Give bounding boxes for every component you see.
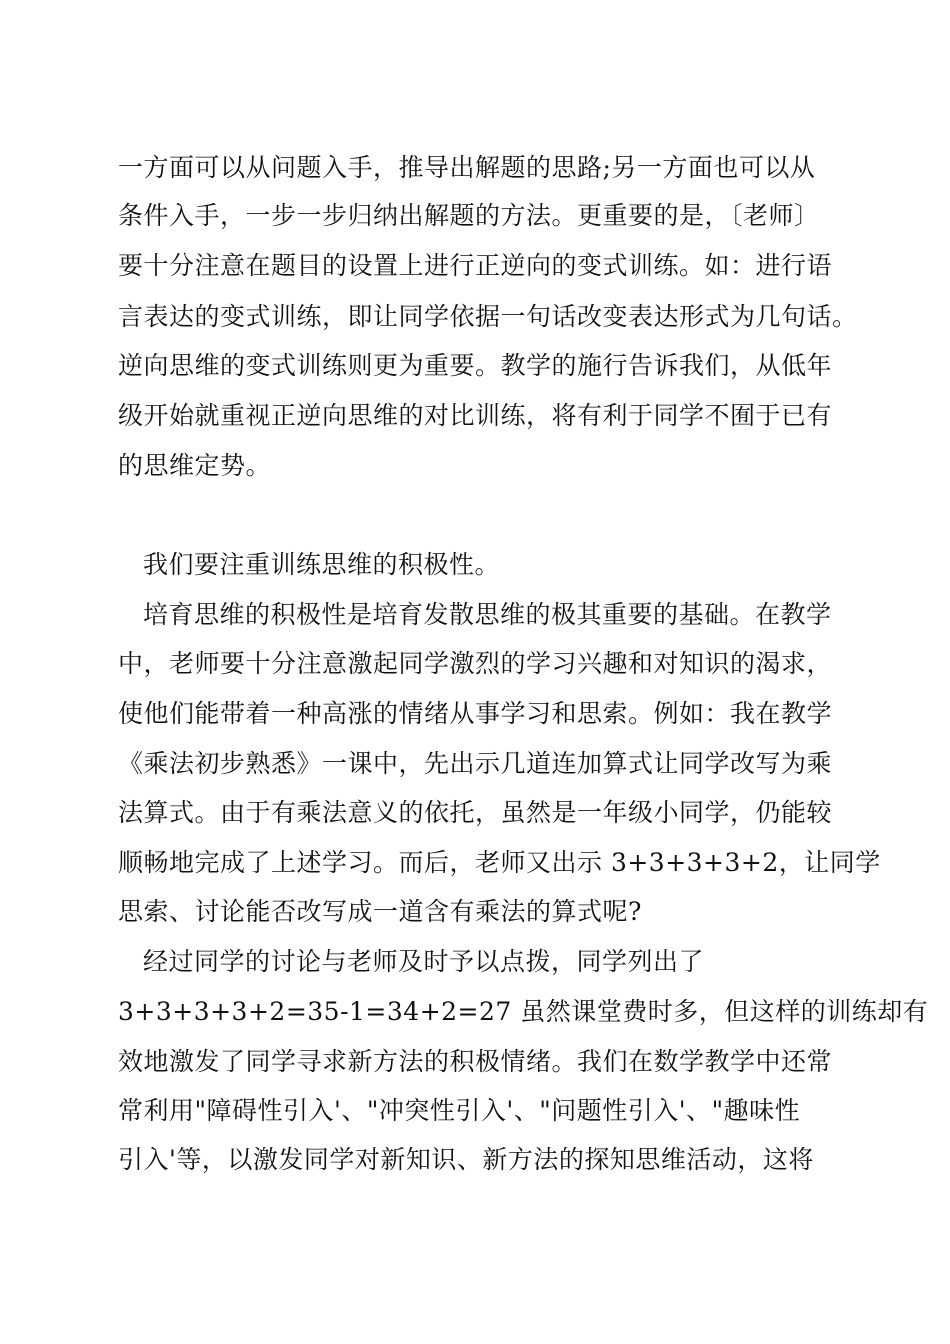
paragraph-line: 顺畅地完成了上述学习。而后，老师又出示 3+3+3+3+2，让同学 (118, 848, 881, 877)
paragraph-line: 中，老师要十分注意激起同学激烈的学习兴趣和对知识的渴求， (118, 649, 833, 678)
paragraph-line: 条件入手，一步一步归纳出解题的方法。更重要的是，〔老师〕 (118, 201, 820, 230)
paragraph-line: 常利用"障碍性引入'、"冲突性引入'、"问题性引入'、"趣味性 (118, 1096, 801, 1125)
paragraph-line: 言表达的变式训练，即让同学依据一句话改变表达形式为几句话。 (118, 302, 858, 331)
paragraph-line: 经过同学的讨论与老师及时予以点拨，同学列出了 (143, 947, 705, 976)
section-heading: 我们要注重训练思维的积极性。 (143, 550, 501, 579)
paragraph-line: 效地激发了同学寻求新方法的积极情绪。我们在数学教学中还常 (118, 1047, 833, 1076)
paragraph-line: 《乘法初步熟悉》一课中，先出示几道连加算式让同学改写为乘 (118, 749, 833, 778)
paragraph-line: 思索、讨论能否改写成一道含有乘法的算式呢? (118, 897, 642, 926)
paragraph-line: 的思维定势。 (118, 451, 272, 480)
paragraph-line: 级开始就重视正逆向思维的对比训练，将有利于同学不囿于已有 (118, 401, 833, 430)
paragraph-line: 3+3+3+3+2=35-1=34+2=27 虽然课堂费时多，但这样的训练却有 (118, 997, 929, 1026)
paragraph-line: 逆向思维的变式训练则更为重要。教学的施行告诉我们，从低年 (118, 351, 833, 380)
paragraph-line: 培育思维的积极性是培育发散思维的极其重要的基础。在教学 (143, 600, 832, 629)
paragraph-line: 一方面可以从问题入手，推导出解题的思路;另一方面也可以从 (118, 153, 816, 182)
paragraph-line: 法算式。由于有乘法意义的依托，虽然是一年级小同学，仍能较 (118, 798, 833, 827)
paragraph-line: 引入'等，以激发同学对新知识、新方法的探知思维活动，这将 (118, 1145, 814, 1174)
paragraph-line: 使他们能带着一种高涨的情绪从事学习和思索。例如：我在教学 (118, 699, 833, 728)
paragraph-line: 要十分注意在题目的设置上进行正逆向的变式训练。如：进行语 (118, 251, 833, 280)
